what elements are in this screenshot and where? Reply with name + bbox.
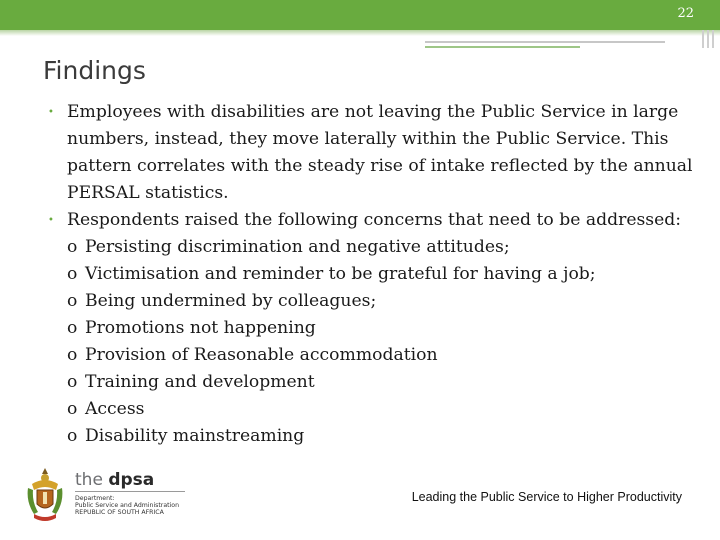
bullet-item bbox=[44, 207, 694, 450]
brand-divider bbox=[75, 491, 185, 492]
sub-bullet-marker: o bbox=[67, 237, 78, 257]
sub-bullet-text: Persisting discrimination and negative attitudes; bbox=[85, 237, 510, 257]
sub-bullet-marker: o bbox=[67, 345, 78, 365]
sub-bullet-list bbox=[67, 234, 694, 450]
sub-bullet-item bbox=[67, 342, 694, 369]
sub-bullet-marker: o bbox=[67, 399, 78, 419]
decorative-line bbox=[425, 46, 580, 48]
slide-title: Findings bbox=[43, 56, 146, 85]
top-banner bbox=[0, 0, 720, 30]
coat-of-arms-icon bbox=[24, 466, 66, 524]
bullet-text: Respondents raised the following concerns that need to be addressed: bbox=[67, 210, 682, 230]
bullet-icon: • bbox=[48, 107, 54, 118]
brand-name: the dpsa bbox=[75, 470, 155, 490]
sub-bullet-item bbox=[67, 288, 694, 315]
page-number: 22 bbox=[677, 6, 694, 21]
sub-bullet-marker: o bbox=[67, 264, 78, 284]
bullet-item bbox=[44, 99, 694, 207]
sub-bullet-item bbox=[67, 423, 694, 450]
slide-content bbox=[44, 99, 694, 450]
sub-bullet-item bbox=[67, 396, 694, 423]
department-text: Department: Public Service and Administration REPUBLIC OF SOUTH AFRICA bbox=[75, 495, 179, 516]
sub-bullet-text: Promotions not happening bbox=[85, 318, 316, 338]
decorative-line bbox=[425, 41, 665, 43]
sub-bullet-text: Provision of Reasonable accommodation bbox=[85, 345, 438, 365]
sub-bullet-text: Being undermined by colleagues; bbox=[85, 291, 377, 311]
decorative-bars bbox=[700, 30, 718, 48]
sub-bullet-text: Disability mainstreaming bbox=[85, 426, 305, 446]
sub-bullet-marker: o bbox=[67, 318, 78, 338]
bullet-icon: • bbox=[48, 215, 54, 226]
sub-bullet-text: Victimisation and reminder to be grateful for having a job; bbox=[85, 264, 596, 284]
bullet-text: Employees with disabilities are not leaving the Public Service in large numbers, instead, they move laterally within the Public Service. This pattern correlates with the steady rise of intake reflected by the annual PERSAL statistics. bbox=[67, 102, 693, 203]
sub-bullet-item bbox=[67, 315, 694, 342]
dpsa-logo bbox=[24, 466, 194, 526]
sub-bullet-marker: o bbox=[67, 291, 78, 311]
sub-bullet-marker: o bbox=[67, 426, 78, 446]
footer-tagline: Leading the Public Service to Higher Productivity bbox=[411, 490, 682, 504]
top-banner-shadow bbox=[0, 30, 720, 36]
sub-bullet-item bbox=[67, 369, 694, 396]
sub-bullet-text: Access bbox=[85, 399, 145, 419]
sub-bullet-marker: o bbox=[67, 372, 78, 392]
sub-bullet-item bbox=[67, 261, 694, 288]
sub-bullet-text: Training and development bbox=[85, 372, 315, 392]
sub-bullet-item bbox=[67, 234, 694, 261]
